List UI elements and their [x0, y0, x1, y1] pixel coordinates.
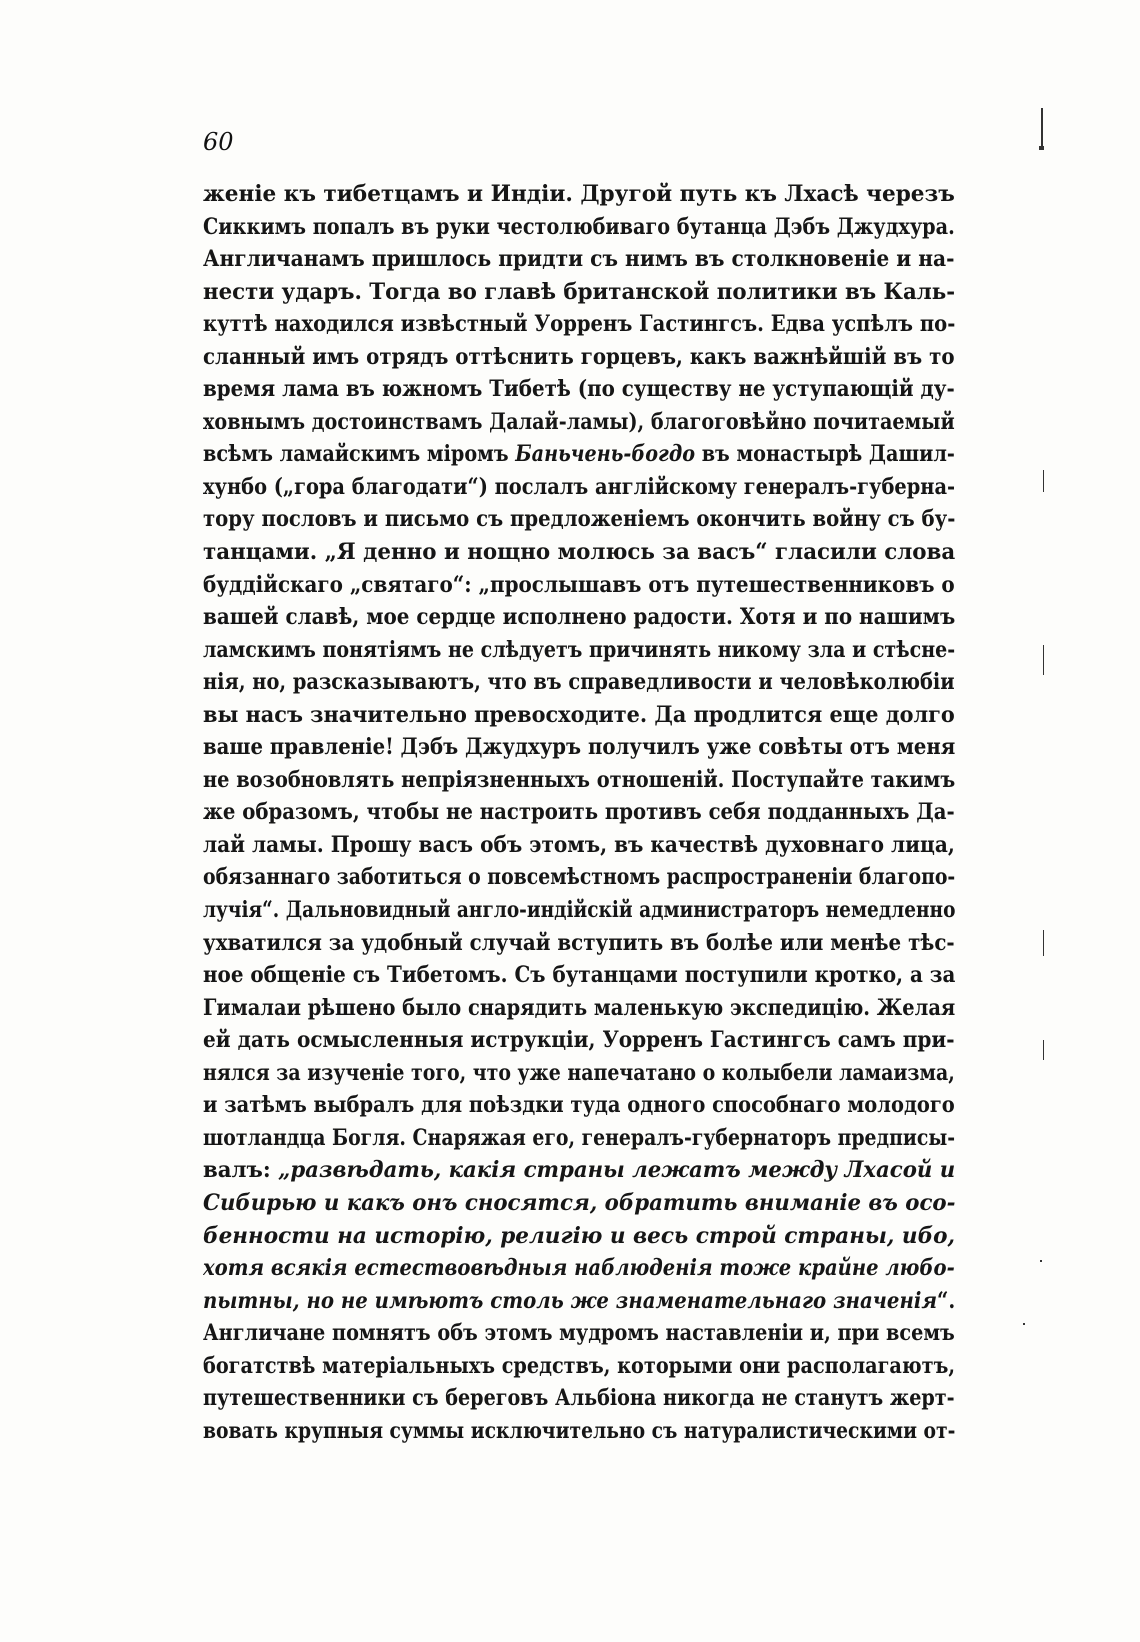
text-line-inner: [203, 634, 955, 667]
text-segment: нести ударъ. Тогда во главѣ британской политики въ Каль-: [203, 278, 955, 305]
text-line-inner: [203, 829, 955, 862]
text-line-inner: [203, 471, 955, 504]
text-line: [203, 1415, 955, 1448]
text-segment: женіе къ тибетцамъ и Индіи. Другой путь къ Лхасѣ черезъ: [203, 181, 955, 207]
text-segment: время лама въ южномъ Тибетѣ (по существу не уступающій ду-: [203, 376, 955, 403]
text-segment: Англичане помнятъ объ этомъ мудромъ наставленіи и, при всемъ: [203, 1320, 955, 1347]
text-line: [203, 308, 955, 341]
text-line: [203, 276, 955, 309]
text-segment: танцами. „Я денно и нощно молюсь за васъ“ гласили слова: [203, 539, 955, 566]
scan-edge-mark: [1043, 1040, 1044, 1060]
text-segment: лай ламы. Прошу васъ объ этомъ, въ качествѣ духовнаго лица,: [203, 831, 955, 858]
text-segment: нялся за изученіе того, что уже напечатано о колыбели ламаизма,: [203, 1059, 955, 1086]
scan-edge-mark: [1023, 1323, 1025, 1325]
text-segment: не возобновлять непріязненныхъ отношеній. Поступайте такимъ: [203, 766, 955, 793]
scan-edge-mark: [1039, 146, 1044, 150]
scan-edge-mark: [1040, 1260, 1042, 1262]
text-line: [203, 1057, 955, 1090]
text-line-inner: [203, 666, 955, 699]
text-segment: хунбо („гора благодати“) послалъ англійскому генералъ-губерна-: [203, 473, 955, 500]
scan-edge-mark: [1043, 470, 1044, 492]
text-segment: путешественники съ береговъ Альбіона никогда не станутъ жерт-: [203, 1385, 955, 1412]
text-line: [203, 829, 955, 862]
text-line-inner: [203, 1154, 955, 1187]
text-line: [203, 406, 955, 439]
scan-edge-mark: [1043, 930, 1044, 956]
text-line-inner: [203, 861, 955, 894]
text-segment: Сиккимъ попалъ въ руки честолюбиваго бутанца Дэбъ Джудхура.: [203, 213, 955, 240]
text-line: [203, 243, 955, 276]
text-line: [203, 699, 955, 732]
text-line-inner: [203, 1252, 955, 1285]
text-segment: же образомъ, чтобы не настроить противъ себя подданныхъ Да-: [203, 799, 955, 826]
text-line: [203, 1285, 955, 1318]
text-segment: и затѣмъ выбралъ для поѣздки туда одного способнаго молодого: [203, 1092, 955, 1119]
text-segment: лучія“. Дальновидный англо-индійскій администраторъ немедленно: [203, 897, 955, 924]
text-line-inner: [203, 1317, 955, 1350]
text-line-inner: [203, 796, 955, 829]
page-number: 60: [203, 128, 234, 156]
text-line-inner: [203, 1415, 955, 1448]
text-line-inner: [203, 406, 955, 439]
text-segment: Гималаи рѣшено было снарядить маленькую экспедицію. Желая: [203, 994, 955, 1021]
text-line: [203, 1122, 955, 1155]
scan-edge-mark: [1043, 645, 1044, 675]
text-segment: шотландца Богля. Снаряжая его, генералъ-губернаторъ предписы-: [203, 1124, 955, 1151]
text-segment: обязаннаго заботиться о повсемѣстномъ распространеніи благопо-: [203, 864, 955, 891]
text-segment: куттѣ находился извѣстный Уорренъ Гастингсъ. Едва успѣлъ по-: [203, 311, 955, 338]
text-line-inner: [203, 1024, 955, 1057]
text-segment: сланный имъ отрядъ оттѣснить горцевъ, какъ важнѣйшій въ то: [203, 343, 955, 370]
text-line: [203, 1220, 955, 1253]
text-line-inner: [203, 503, 955, 536]
text-line-inner: [203, 601, 955, 634]
text-segment: въ монастырѣ Дашил-: [695, 441, 955, 468]
text-line-inner: [203, 569, 955, 602]
text-line: [203, 601, 955, 634]
text-line-inner: [203, 1187, 955, 1220]
text-segment: буддійскаго „святаго“: „прослышавъ отъ путешественниковъ о: [203, 571, 955, 598]
text-line-inner: [203, 308, 955, 341]
text-line-inner: [203, 211, 955, 244]
text-line-inner: [203, 1220, 955, 1253]
text-line: [203, 959, 955, 992]
text-segment: ховнымъ достоинствамъ Далай-ламы), благоговѣйно почитаемый: [203, 408, 955, 435]
text-line-inner: [203, 341, 955, 374]
italic-text-segment: Баньчень-богдо: [515, 441, 696, 468]
text-line-inner: [203, 373, 955, 406]
text-line: [203, 764, 955, 797]
italic-text-segment: хотя всякія естествовѣдныя наблюденія тоже крайне любо-: [203, 1255, 955, 1282]
italic-text-segment: „развѣдать, какія страны лежатъ между Лхасой и: [278, 1157, 955, 1184]
text-segment: Англичанамъ пришлось придти съ нимъ въ столкновеніе и на-: [203, 246, 955, 273]
text-segment: вашей славѣ, мое сердце исполнено радости. Хотя и по нашимъ: [203, 604, 955, 631]
text-segment: вовать крупныя суммы исключительно съ натуралистическими от-: [203, 1417, 955, 1444]
text-line: [203, 861, 955, 894]
text-line: [203, 894, 955, 927]
text-line: [203, 634, 955, 667]
text-line: [203, 1187, 955, 1220]
italic-text-segment: пытны, но не имѣютъ столь же знаменательнаго значенія: [203, 1287, 938, 1314]
text-line-inner: [203, 178, 955, 211]
text-segment: ламскимъ понятіямъ не слѣдуетъ причинять никому зла и стѣсне-: [203, 636, 955, 663]
text-line-inner: [203, 959, 955, 992]
text-line: [203, 1089, 955, 1122]
text-line-inner: [203, 992, 955, 1025]
text-line-inner: [203, 927, 955, 960]
text-segment: богатствѣ матеріальныхъ средствъ, которыми они располагаютъ,: [203, 1352, 955, 1379]
text-line: [203, 927, 955, 960]
text-line-inner: [203, 1089, 955, 1122]
text-line-inner: [203, 894, 955, 927]
text-segment: вы насъ значительно превосходите. Да продлится еще долго: [203, 701, 955, 728]
text-line-inner: [203, 699, 955, 732]
text-line-inner: [203, 731, 955, 764]
text-line: [203, 471, 955, 504]
text-segment: тору пословъ и письмо съ предложеніемъ окончить войну съ бу-: [203, 506, 955, 533]
text-segment: ухватился за удобный случай вступить въ болѣе или менѣе тѣс-: [203, 929, 955, 956]
text-line-inner: [203, 536, 955, 569]
italic-text-segment: бенности на исторію, религію и весь строй страны, ибо,: [203, 1222, 955, 1249]
text-line: [203, 536, 955, 569]
italic-text-segment: Сибирью и какъ онъ сносятся, обратить вниманіе въ осо-: [203, 1189, 955, 1216]
text-line: [203, 503, 955, 536]
text-line-inner: [203, 764, 955, 797]
text-segment: ваше правленіе! Дэбъ Джудхуръ получилъ уже совѣты отъ меня: [203, 734, 955, 761]
text-segment: валъ:: [203, 1157, 279, 1184]
text-line: [203, 373, 955, 406]
text-line: [203, 569, 955, 602]
text-segment: ей дать осмысленныя иструкціи, Уорренъ Гастингсъ самъ при-: [203, 1027, 955, 1054]
text-line-inner: [203, 1057, 955, 1090]
text-line: [203, 1382, 955, 1415]
text-line: [203, 731, 955, 764]
text-line: [203, 992, 955, 1025]
text-line-inner: [203, 1122, 955, 1155]
text-line-inner: [203, 243, 955, 276]
text-line: [203, 341, 955, 374]
text-line-inner: [203, 1382, 955, 1415]
text-line: [203, 1154, 955, 1187]
scan-edge-mark: [1041, 108, 1043, 146]
text-line-inner: [203, 276, 955, 309]
text-line: [203, 438, 955, 471]
text-segment: ное общеніе съ Тибетомъ. Съ бутанцами поступили кротко, а за: [203, 962, 955, 989]
body-text: [203, 178, 955, 1447]
text-line: [203, 666, 955, 699]
text-segment: “.: [937, 1287, 955, 1314]
text-line: [203, 1350, 955, 1383]
text-line: [203, 1252, 955, 1285]
text-line: [203, 211, 955, 244]
text-line: [203, 1024, 955, 1057]
text-line-inner: [203, 1350, 955, 1383]
text-line-inner: [203, 1285, 955, 1318]
text-segment: нія, но, разсказываютъ, что въ справедливости и человѣколюбіи: [203, 669, 955, 696]
text-segment: всѣмъ ламайскимъ міромъ: [203, 441, 516, 468]
text-line: [203, 178, 955, 211]
text-line: [203, 796, 955, 829]
text-line-inner: [203, 438, 955, 471]
text-line: [203, 1317, 955, 1350]
